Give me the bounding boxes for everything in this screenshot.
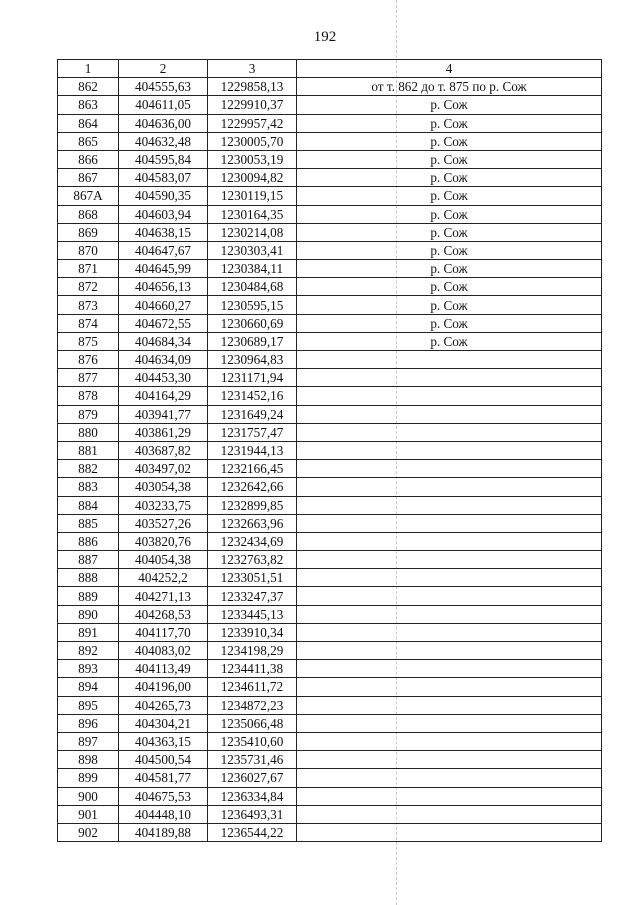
cell-description	[297, 369, 602, 387]
table-row	[58, 551, 602, 569]
cell-coordinate-y: 1233051,51	[208, 569, 297, 587]
cell-coordinate-y: 1231171,94	[208, 369, 297, 387]
cell-coordinate-y: 1230053,19	[208, 150, 297, 168]
cell-coordinate-y: 1230119,15	[208, 187, 297, 205]
table-row	[58, 696, 602, 714]
cell-description	[297, 642, 602, 660]
cell-point-number: 884	[58, 496, 119, 514]
cell-point-number: 893	[58, 660, 119, 678]
cell-coordinate-y: 1232166,45	[208, 460, 297, 478]
table-body	[58, 60, 602, 842]
cell-point-number: 862	[58, 78, 119, 96]
cell-coordinate-y: 1231649,24	[208, 405, 297, 423]
cell-coordinate-y: 1236493,31	[208, 805, 297, 823]
cell-coordinate-x: 404189,88	[119, 823, 208, 841]
cell-point-number: 872	[58, 278, 119, 296]
cell-coordinate-x: 404252,2	[119, 569, 208, 587]
cell-coordinate-x: 403820,76	[119, 532, 208, 550]
table-row	[58, 187, 602, 205]
cell-coordinate-x: 404117,70	[119, 623, 208, 641]
cell-coordinate-x: 404304,21	[119, 714, 208, 732]
table-header-row	[58, 60, 602, 78]
cell-description: р. Сож	[297, 169, 602, 187]
table-row	[58, 751, 602, 769]
table-row	[58, 496, 602, 514]
cell-description: р. Сож	[297, 260, 602, 278]
cell-point-number: 877	[58, 369, 119, 387]
cell-description	[297, 660, 602, 678]
coordinates-table	[57, 59, 602, 842]
cell-description: р. Сож	[297, 150, 602, 168]
cell-description	[297, 387, 602, 405]
cell-point-number: 870	[58, 241, 119, 259]
column-header-4: 4	[297, 60, 602, 78]
cell-coordinate-x: 404634,09	[119, 351, 208, 369]
cell-description	[297, 587, 602, 605]
table-row	[58, 460, 602, 478]
cell-description: р. Сож	[297, 187, 602, 205]
cell-description: р. Сож	[297, 241, 602, 259]
table-row	[58, 423, 602, 441]
cell-coordinate-x: 403861,29	[119, 423, 208, 441]
cell-description: от т. 862 до т. 875 по р. Сож	[297, 78, 602, 96]
cell-coordinate-x: 404638,15	[119, 223, 208, 241]
cell-coordinate-x: 404632,48	[119, 132, 208, 150]
table-row	[58, 332, 602, 350]
table-row	[58, 714, 602, 732]
cell-point-number: 900	[58, 787, 119, 805]
table-row	[58, 441, 602, 459]
cell-coordinate-x: 403054,38	[119, 478, 208, 496]
cell-point-number: 866	[58, 150, 119, 168]
cell-description	[297, 569, 602, 587]
table-row	[58, 205, 602, 223]
cell-coordinate-y: 1232899,85	[208, 496, 297, 514]
cell-description	[297, 351, 602, 369]
cell-description	[297, 460, 602, 478]
cell-point-number: 896	[58, 714, 119, 732]
cell-description: р. Сож	[297, 114, 602, 132]
cell-coordinate-y: 1232663,96	[208, 514, 297, 532]
cell-coordinate-y: 1232642,66	[208, 478, 297, 496]
column-header-3: 3	[208, 60, 297, 78]
cell-coordinate-y: 1233445,13	[208, 605, 297, 623]
cell-coordinate-y: 1236027,67	[208, 769, 297, 787]
cell-coordinate-y: 1230660,69	[208, 314, 297, 332]
cell-description: р. Сож	[297, 296, 602, 314]
cell-description	[297, 514, 602, 532]
cell-coordinate-x: 404590,35	[119, 187, 208, 205]
cell-description: р. Сож	[297, 278, 602, 296]
cell-coordinate-x: 404453,30	[119, 369, 208, 387]
cell-coordinate-y: 1235066,48	[208, 714, 297, 732]
cell-point-number: 889	[58, 587, 119, 605]
cell-point-number: 867А	[58, 187, 119, 205]
cell-coordinate-y: 1231944,13	[208, 441, 297, 459]
table-row	[58, 314, 602, 332]
table-row	[58, 787, 602, 805]
cell-coordinate-y: 1230484,68	[208, 278, 297, 296]
cell-coordinate-y: 1231452,16	[208, 387, 297, 405]
cell-coordinate-y: 1233910,34	[208, 623, 297, 641]
cell-description	[297, 805, 602, 823]
cell-coordinate-x: 404268,53	[119, 605, 208, 623]
cell-coordinate-x: 404363,15	[119, 732, 208, 750]
table-row	[58, 769, 602, 787]
cell-coordinate-x: 404500,54	[119, 751, 208, 769]
cell-point-number: 879	[58, 405, 119, 423]
table-row	[58, 623, 602, 641]
cell-point-number: 899	[58, 769, 119, 787]
cell-coordinate-y: 1230689,17	[208, 332, 297, 350]
cell-coordinate-x: 404645,99	[119, 260, 208, 278]
cell-point-number: 890	[58, 605, 119, 623]
cell-coordinate-y: 1230164,35	[208, 205, 297, 223]
cell-coordinate-x: 404611,05	[119, 96, 208, 114]
cell-point-number: 865	[58, 132, 119, 150]
cell-coordinate-x: 404647,67	[119, 241, 208, 259]
cell-coordinate-y: 1230214,08	[208, 223, 297, 241]
page-number-text: 192	[313, 29, 337, 45]
cell-point-number: 894	[58, 678, 119, 696]
cell-coordinate-x: 404656,13	[119, 278, 208, 296]
cell-coordinate-y: 1233247,37	[208, 587, 297, 605]
cell-coordinate-y: 1230964,83	[208, 351, 297, 369]
cell-coordinate-x: 404271,13	[119, 587, 208, 605]
table-row	[58, 823, 602, 841]
cell-point-number: 878	[58, 387, 119, 405]
cell-coordinate-x: 403941,77	[119, 405, 208, 423]
cell-coordinate-y: 1229910,37	[208, 96, 297, 114]
table-row	[58, 478, 602, 496]
cell-coordinate-x: 404083,02	[119, 642, 208, 660]
cell-coordinate-y: 1229858,13	[208, 78, 297, 96]
cell-description	[297, 441, 602, 459]
cell-point-number: 886	[58, 532, 119, 550]
cell-point-number: 901	[58, 805, 119, 823]
cell-point-number: 871	[58, 260, 119, 278]
cell-point-number: 898	[58, 751, 119, 769]
table-row	[58, 514, 602, 532]
table-row	[58, 660, 602, 678]
cell-point-number: 867	[58, 169, 119, 187]
cell-coordinate-x: 404164,29	[119, 387, 208, 405]
table-row	[58, 369, 602, 387]
cell-point-number: 887	[58, 551, 119, 569]
cell-coordinate-x: 403527,26	[119, 514, 208, 532]
cell-description	[297, 405, 602, 423]
cell-coordinate-x: 404672,55	[119, 314, 208, 332]
cell-coordinate-x: 404196,00	[119, 678, 208, 696]
cell-point-number: 892	[58, 642, 119, 660]
table-row	[58, 351, 602, 369]
column-header-1: 1	[58, 60, 119, 78]
cell-description	[297, 714, 602, 732]
cell-coordinate-x: 404603,94	[119, 205, 208, 223]
table-row	[58, 78, 602, 96]
table-row	[58, 605, 602, 623]
cell-coordinate-x: 404448,10	[119, 805, 208, 823]
cell-coordinate-x: 404054,38	[119, 551, 208, 569]
cell-description: р. Сож	[297, 332, 602, 350]
cell-coordinate-y: 1229957,42	[208, 114, 297, 132]
cell-coordinate-y: 1232763,82	[208, 551, 297, 569]
cell-coordinate-x: 403233,75	[119, 496, 208, 514]
cell-description	[297, 732, 602, 750]
cell-coordinate-y: 1232434,69	[208, 532, 297, 550]
cell-coordinate-x: 404583,07	[119, 169, 208, 187]
cell-point-number: 882	[58, 460, 119, 478]
cell-point-number: 873	[58, 296, 119, 314]
cell-coordinate-y: 1230005,70	[208, 132, 297, 150]
cell-coordinate-y: 1234198,29	[208, 642, 297, 660]
cell-description	[297, 478, 602, 496]
cell-description	[297, 532, 602, 550]
cell-description: р. Сож	[297, 205, 602, 223]
cell-point-number: 876	[58, 351, 119, 369]
table-row	[58, 114, 602, 132]
cell-description	[297, 696, 602, 714]
cell-coordinate-x: 404684,34	[119, 332, 208, 350]
cell-coordinate-x: 404265,73	[119, 696, 208, 714]
table-row	[58, 150, 602, 168]
cell-coordinate-x: 404595,84	[119, 150, 208, 168]
cell-coordinate-x: 403687,82	[119, 441, 208, 459]
table-row	[58, 642, 602, 660]
cell-coordinate-y: 1235731,46	[208, 751, 297, 769]
cell-description	[297, 678, 602, 696]
cell-point-number: 881	[58, 441, 119, 459]
cell-coordinate-y: 1230303,41	[208, 241, 297, 259]
cell-coordinate-y: 1234872,23	[208, 696, 297, 714]
cell-description	[297, 605, 602, 623]
table-row	[58, 587, 602, 605]
cell-description: р. Сож	[297, 223, 602, 241]
cell-description	[297, 751, 602, 769]
cell-point-number: 869	[58, 223, 119, 241]
cell-point-number: 868	[58, 205, 119, 223]
cell-description: р. Сож	[297, 314, 602, 332]
table-row	[58, 169, 602, 187]
table-row	[58, 296, 602, 314]
cell-coordinate-x: 404113,49	[119, 660, 208, 678]
cell-point-number: 891	[58, 623, 119, 641]
cell-point-number: 888	[58, 569, 119, 587]
cell-coordinate-x: 404636,00	[119, 114, 208, 132]
cell-description	[297, 623, 602, 641]
table-row	[58, 678, 602, 696]
table-row	[58, 260, 602, 278]
cell-coordinate-x: 404555,63	[119, 78, 208, 96]
cell-point-number: 863	[58, 96, 119, 114]
cell-point-number: 874	[58, 314, 119, 332]
cell-description	[297, 823, 602, 841]
cell-coordinate-y: 1236544,22	[208, 823, 297, 841]
table-row	[58, 569, 602, 587]
cell-point-number: 902	[58, 823, 119, 841]
cell-point-number: 880	[58, 423, 119, 441]
cell-description: р. Сож	[297, 96, 602, 114]
cell-coordinate-x: 404581,77	[119, 769, 208, 787]
table-row	[58, 96, 602, 114]
cell-point-number: 875	[58, 332, 119, 350]
cell-description	[297, 787, 602, 805]
cell-point-number: 883	[58, 478, 119, 496]
cell-coordinate-y: 1231757,47	[208, 423, 297, 441]
cell-description	[297, 551, 602, 569]
cell-coordinate-y: 1234411,38	[208, 660, 297, 678]
table-row	[58, 805, 602, 823]
cell-description	[297, 769, 602, 787]
cell-coordinate-y: 1230094,82	[208, 169, 297, 187]
cell-description: р. Сож	[297, 132, 602, 150]
cell-coordinate-y: 1230384,11	[208, 260, 297, 278]
cell-point-number: 885	[58, 514, 119, 532]
cell-coordinate-y: 1230595,15	[208, 296, 297, 314]
cell-description	[297, 423, 602, 441]
table-row	[58, 532, 602, 550]
column-header-2: 2	[119, 60, 208, 78]
cell-coordinate-x: 404675,53	[119, 787, 208, 805]
table-row	[58, 405, 602, 423]
table-row	[58, 132, 602, 150]
cell-coordinate-y: 1235410,60	[208, 732, 297, 750]
page-number	[0, 29, 640, 46]
cell-coordinate-y: 1236334,84	[208, 787, 297, 805]
cell-point-number: 864	[58, 114, 119, 132]
cell-point-number: 895	[58, 696, 119, 714]
table-row	[58, 278, 602, 296]
cell-coordinate-y: 1234611,72	[208, 678, 297, 696]
table-row	[58, 387, 602, 405]
table-row	[58, 241, 602, 259]
cell-point-number: 897	[58, 732, 119, 750]
cell-description	[297, 496, 602, 514]
table-row	[58, 223, 602, 241]
table-row	[58, 732, 602, 750]
cell-coordinate-x: 404660,27	[119, 296, 208, 314]
cell-coordinate-x: 403497,02	[119, 460, 208, 478]
